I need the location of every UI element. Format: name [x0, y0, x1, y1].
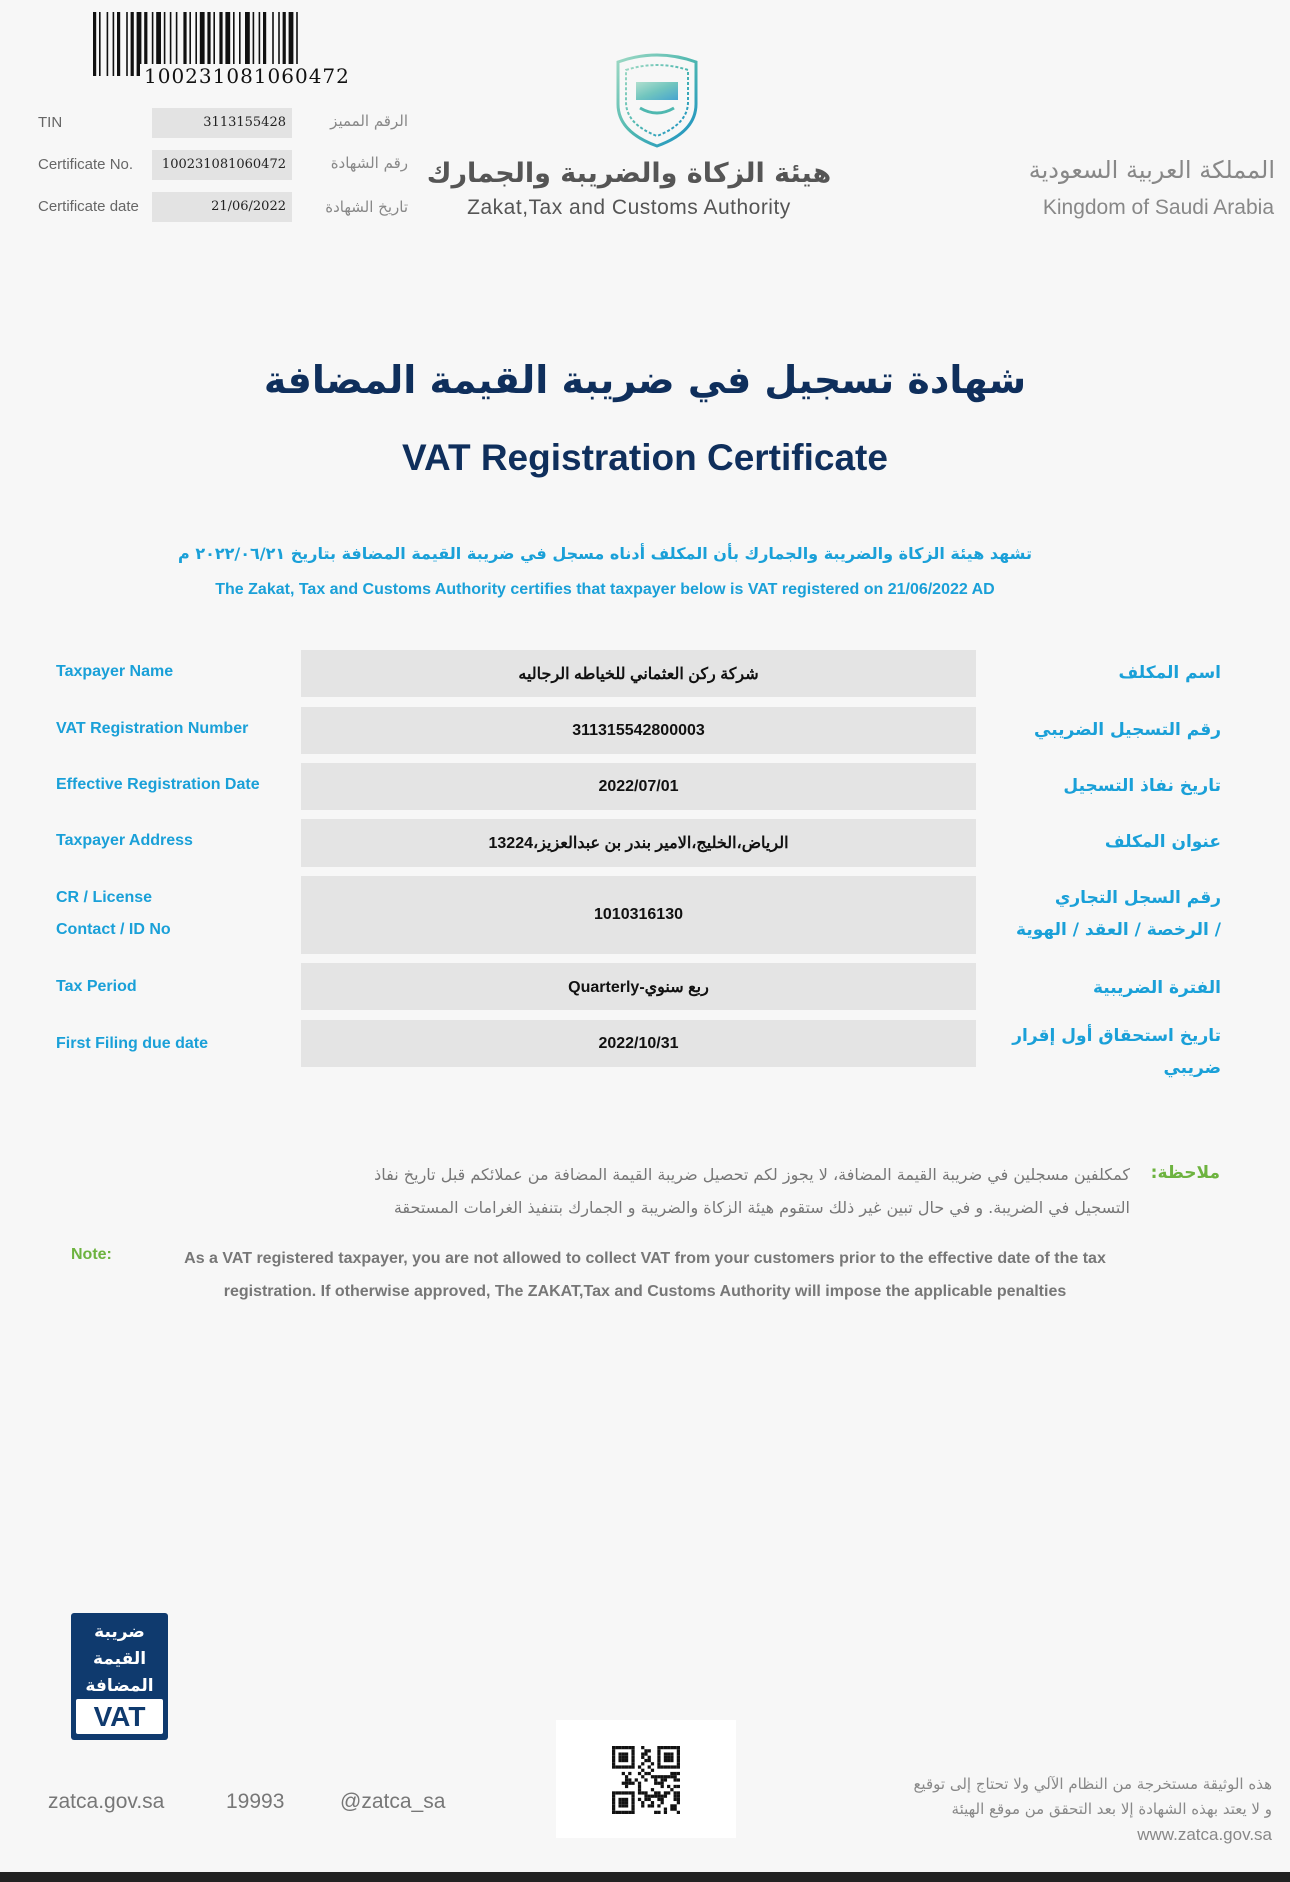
footer-disclaimer-line-1: هذه الوثيقة مستخرجة من النظام الآلي ولا تحتاج إلى توقيع: [913, 1775, 1272, 1793]
certificate-no-label: Certificate No.: [38, 156, 134, 173]
vat-logo-text-ar: [71, 1619, 168, 1700]
vat-registration-number-label-ar: رقم التسجيل الضريبي: [1034, 720, 1221, 740]
footer-phone: 19993: [226, 1790, 285, 1813]
note-text-line-1: As a VAT registered taxpayer, you are not allowed to collect VAT from your customers prior to the effective date of the tax: [184, 1250, 1106, 1267]
certification-statement: The Zakat, Tax and Customs Authority certifies that taxpayer below is VAT registered on 21/06/2022 AD: [215, 581, 995, 598]
vat-logo-line-2: القيمة: [92, 1649, 147, 1669]
vat-logo-line-3: المضافة: [85, 1676, 154, 1696]
footer-website-link-right[interactable]: www.zatca.gov.sa: [1137, 1825, 1272, 1844]
note-text: [165, 1242, 1125, 1308]
kingdom-name-ar: المملكة العربية السعودية: [1028, 156, 1275, 184]
authority-name-en: Zakat,Tax and Customs Authority: [467, 196, 791, 219]
contact-id-label-ar: / الرخصة / العقد / الهوية: [1016, 920, 1221, 940]
qr-code-panel: [556, 1720, 736, 1838]
effective-registration-date-label: Effective Registration Date: [56, 776, 260, 793]
first-filing-due-date-label: First Filing due date: [56, 1035, 209, 1052]
tax-period-label-ar: الفترة الضريبية: [1092, 978, 1221, 998]
cr-license-value: 1010316130: [301, 876, 976, 954]
certification-statement-ar: تشهد هيئة الزكاة والضريبة والجمارك بأن المكلف أدناه مسجل في ضريبة القيمة المضافة بتاريخ ٢٠٢٢/٠٦/٢١ م: [178, 544, 1032, 563]
tax-period-label: Tax Period: [56, 978, 137, 995]
note-text-ar-line-2: التسجيل في الضريبة. و في حال تبين غير ذلك ستقوم هيئة الزكاة والضريبة و الجمارك بتنفيذ الغرامات المستحقة: [393, 1198, 1130, 1217]
certificate-no-label-ar: رقم الشهادة: [330, 154, 408, 172]
kingdom-name-en: Kingdom of Saudi Arabia: [1042, 196, 1274, 219]
taxpayer-address-label-ar: عنوان المكلف: [1104, 832, 1221, 852]
first-filing-due-date-value: 2022/10/31: [301, 1020, 976, 1067]
certificate-date-label: Certificate date: [38, 198, 139, 215]
vat-registration-number-value: 311315542800003: [301, 707, 976, 754]
tin-label-ar: الرقم المميز: [330, 112, 408, 130]
taxpayer-address-label: Taxpayer Address: [56, 832, 193, 849]
authority-name-ar: هيئة الزكاة والضريبة والجمارك: [426, 158, 832, 189]
contact-id-label: Contact / ID No: [56, 921, 171, 938]
note-label-ar: ملاحظة:: [1150, 1163, 1220, 1183]
first-filing-due-date-label-ar: تاريخ استحقاق أول إقرار: [1012, 1026, 1221, 1046]
page-title: VAT Registration Certificate: [402, 437, 888, 478]
first-filing-due-date-label-ar-2: ضريبي: [1163, 1058, 1221, 1078]
taxpayer-name-value: شركة ركن العثماني للخياطه الرجاليه: [301, 650, 976, 697]
vat-logo: [71, 1613, 168, 1740]
page-title-ar: شهادة تسجيل في ضريبة القيمة المضافة: [263, 358, 1027, 402]
note-label: Note:: [71, 1246, 112, 1263]
vat-logo-line-1: ضريبة: [94, 1622, 145, 1642]
bottom-bar: [0, 1872, 1290, 1882]
certificate-date-label-ar: تاريخ الشهادة: [325, 198, 408, 216]
tin-value: 3113155428: [152, 108, 292, 138]
footer-disclaimer-line-2: و لا يعتد بهذه الشهادة إلا بعد التحقق من موقع الهيئة: [951, 1800, 1272, 1818]
effective-registration-date-value: 2022/07/01: [301, 763, 976, 810]
tax-period-value: Quarterly-ربع سنوي: [301, 963, 976, 1010]
footer-social-handle[interactable]: @zatca_sa: [340, 1790, 446, 1813]
cr-license-label-ar: رقم السجل التجاري: [1054, 888, 1221, 908]
certificate-no-value: 100231081060472: [152, 150, 292, 180]
cr-license-label: CR / License: [56, 889, 153, 906]
taxpayer-name-label-ar: اسم المكلف: [1118, 663, 1221, 683]
tin-label: TIN: [38, 114, 63, 131]
note-text-line-2: registration. If otherwise approved, The ZAKAT,Tax and Customs Authority will impose the applicable penalties: [223, 1283, 1067, 1300]
qr-code-icon: [612, 1746, 680, 1814]
vat-registration-number-label: VAT Registration Number: [56, 720, 249, 737]
vat-logo-text: VAT: [76, 1699, 163, 1734]
note-text-ar: [190, 1158, 1130, 1224]
effective-registration-date-label-ar: تاريخ نفاذ التسجيل: [1063, 776, 1221, 796]
barcode-number: 100231081060472: [140, 64, 354, 88]
footer-website-link[interactable]: zatca.gov.sa: [48, 1790, 165, 1813]
zatca-logo-icon: [612, 52, 702, 148]
taxpayer-name-label: Taxpayer Name: [56, 663, 174, 680]
taxpayer-address-value: الرياض،الخليج،الامير بندر بن عبدالعزيز،13224: [301, 819, 976, 867]
footer-disclaimer: [800, 1772, 1272, 1822]
note-text-ar-line-1: كمكلفين مسجلين في ضريبة القيمة المضافة، لا يجوز لكم تحصيل ضريبة القيمة المضافة من عملائكم قبل تاريخ نفاذ: [374, 1165, 1130, 1184]
certificate-date-value: 21/06/2022: [152, 192, 292, 222]
